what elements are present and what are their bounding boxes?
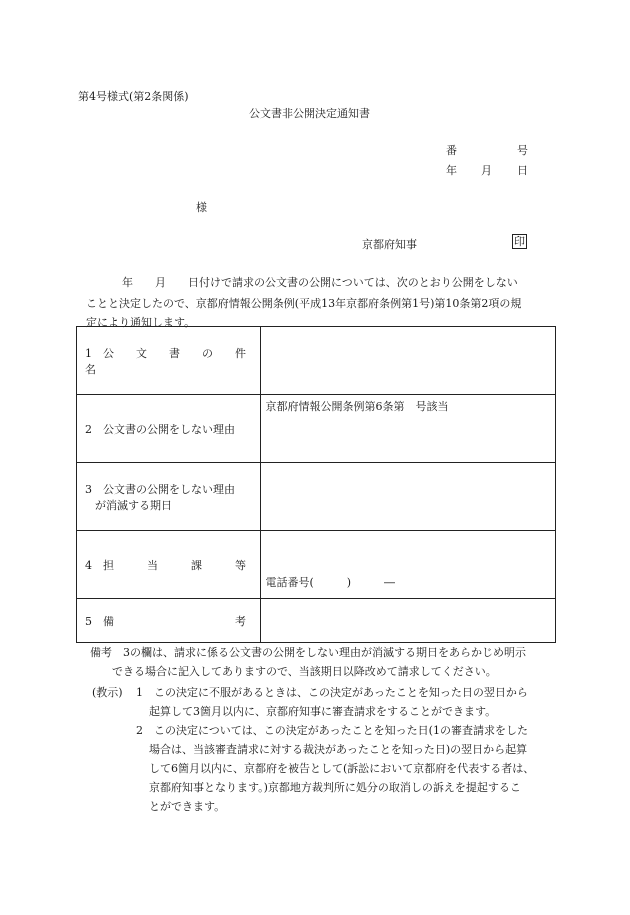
intro-line-3: 定により通知します。 [86,316,196,329]
kyoji-label: (教示) [92,686,123,699]
kyoji-item2-line1: 2 この決定については、この決定があったことを知った日(1の審査請求をした [136,724,528,737]
kyoji-item2-line5: とができます。 [149,800,226,813]
date-month: 月 [481,164,492,177]
addressee-suffix: 様 [196,201,207,214]
kyoji-item2-line3: して6箇月以内に、京都府を被告として(訴訟において京都府を代表する者は、 [149,762,535,775]
sender: 京都府知事 [362,238,417,251]
kyoji-item1-line1: 1 この決定に不服があるときは、この決定があったことを知った日の翌日から [136,686,528,699]
row-value-expiry [261,463,556,531]
row-label-department: 4 担 当 課 等 [77,531,261,599]
row-value-phone: 電話番号( ) ― [261,531,556,599]
row-value-remarks [261,599,556,643]
number-label: 番 [446,144,457,157]
row-label-reason: 2 公文書の公開をしない理由 [77,395,261,463]
seal-mark [512,234,527,249]
table-row [77,327,556,395]
seal-label: 印 [514,235,525,248]
kyoji-item2-line2: 場合は、当該審査請求に対する裁決があったことを知った日)の翌日から起算 [149,743,528,756]
table-row [77,395,556,463]
kyoji-item1-line2: 起算して3箇月以内に、京都府知事に審査請求をすることができます。 [149,705,497,718]
table-row [77,599,556,643]
row-label-expiry: 3 公文書の公開をしない理由 が消滅する期日 [77,463,261,531]
intro-line-2: ことと決定したので、京都府情報公開条例(平成13年京都府条例第1号)第10条第2項の規 [86,297,522,310]
date-day: 日 [517,164,528,177]
row-value-subject [261,327,556,395]
intro-line-1: 年 月 日付けで請求の公文書の公開については、次のとおり公開をしない [122,276,518,289]
table-row [77,463,556,531]
number-suffix: 号 [517,144,528,157]
date-year: 年 [446,164,457,177]
row-value-reason: 京都府情報公開条例第6条第 号該当 [261,395,556,463]
kyoji-item2-line4: 京都府知事となります。)京都地方裁判所に処分の取消しの訴えを提起するこ [149,781,521,794]
bikou-line-2: できる場合に記入してありますので、当該期日以降改めて請求してください。 [112,665,497,678]
notice-table [76,326,556,643]
table-row [77,531,556,599]
row-label-remarks: 5 備 考 [77,599,261,643]
row-label-subject: 1 公 文 書 の 件 名 [77,327,261,395]
form-id: 第4号様式(第2条関係) [78,90,189,103]
bikou-line-1: 備考 3の欄は、請求に係る公文書の公開をしない理由が消滅する期日をあらかじめ明示 [90,646,526,659]
document-title: 公文書非公開決定通知書 [249,107,370,120]
